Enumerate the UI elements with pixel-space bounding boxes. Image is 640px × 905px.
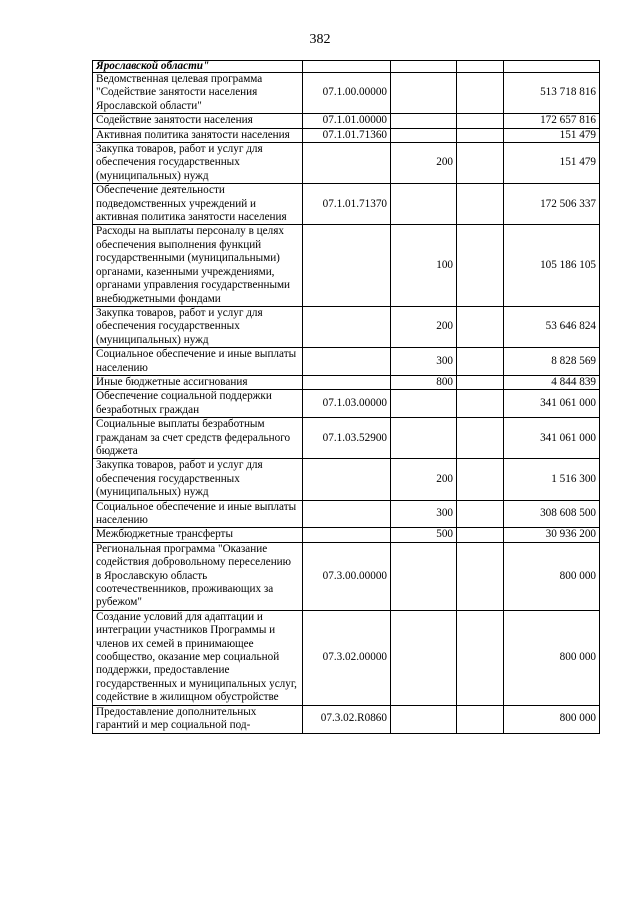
row-empty-cell [457,184,504,225]
row-expense-type [391,184,457,225]
budget-table-body [93,61,600,734]
row-empty-cell [457,375,504,389]
row-name: Ярославской области" [93,61,303,73]
page-number: 382 [309,32,331,47]
table-row [93,375,600,389]
row-empty-cell [457,225,504,306]
row-expense-type [391,128,457,142]
row-sum: 105 186 105 [504,225,600,306]
row-name: Расходы на выплаты персоналу в целях обеспечения выполнения функций государственными (муниципальными) органами, казенными учреждениями, органами управления государственными внебюджетными фондами [93,225,303,306]
row-code [303,459,391,500]
table-row [93,528,600,542]
row-sum: 800 000 [504,610,600,705]
row-sum: 151 479 [504,128,600,142]
row-code: 07.3.02.00000 [303,610,391,705]
row-name: Ведомственная целевая программа "Содействие занятости населения Ярославской области" [93,73,303,114]
row-sum: 151 479 [504,143,600,184]
row-empty-cell [457,705,504,733]
row-code: 07.1.03.52900 [303,418,391,459]
row-name: Региональная программа "Оказание содействия добровольному переселению в Ярославскую область соотечественников, проживающих за рубежом" [93,542,303,610]
row-sum: 172 506 337 [504,184,600,225]
table-row [93,500,600,528]
row-expense-type [391,390,457,418]
row-name: Закупка товаров, работ и услуг для обеспечения государственных (муниципальных) нужд [93,306,303,347]
row-empty-cell [457,143,504,184]
table-row [93,143,600,184]
table-row [93,390,600,418]
row-empty-cell [457,306,504,347]
row-expense-type [391,114,457,128]
row-empty-cell [457,418,504,459]
row-expense-type [391,418,457,459]
row-code: 07.3.02.R0860 [303,705,391,733]
row-empty-cell [457,73,504,114]
row-empty-cell [457,500,504,528]
row-expense-type: 100 [391,225,457,306]
row-sum: 341 061 000 [504,390,600,418]
row-code [303,528,391,542]
row-sum: 8 828 569 [504,348,600,376]
table-row [93,73,600,114]
row-name: Обеспечение деятельности подведомственных учреждений и активная политика занятости населения [93,184,303,225]
row-name: Социальное обеспечение и иные выплаты населению [93,348,303,376]
row-empty-cell [457,528,504,542]
row-code [303,375,391,389]
row-expense-type: 800 [391,375,457,389]
table-row [93,225,600,306]
row-code [303,348,391,376]
table-row [93,348,600,376]
table-row [93,542,600,610]
row-sum: 1 516 300 [504,459,600,500]
row-code: 07.1.03.00000 [303,390,391,418]
row-name: Создание условий для адаптации и интеграции участников Программы и членов их семей в принимающее сообщество, оказание мер социальной поддержки, предоставление государственных и муниципальных услуг, содействие в жилищном обустройстве [93,610,303,705]
row-sum: 308 608 500 [504,500,600,528]
row-expense-type: 500 [391,528,457,542]
budget-table [92,60,600,734]
table-row [93,306,600,347]
row-code: 07.1.01.71370 [303,184,391,225]
table-row [93,705,600,733]
table-row [93,61,600,73]
row-sum: 30 936 200 [504,528,600,542]
row-expense-type: 200 [391,143,457,184]
row-expense-type [391,705,457,733]
row-sum: 4 844 839 [504,375,600,389]
row-empty-cell [457,348,504,376]
row-empty-cell [457,128,504,142]
row-expense-type [391,73,457,114]
row-sum: 513 718 816 [504,73,600,114]
row-sum: 800 000 [504,705,600,733]
row-name: Иные бюджетные ассигнования [93,375,303,389]
row-empty-cell [457,390,504,418]
row-expense-type [391,610,457,705]
row-empty-cell [457,61,504,73]
row-name: Предоставление дополнительных гарантий и мер социальной под- [93,705,303,733]
row-name: Закупка товаров, работ и услуг для обеспечения государственных (муниципальных) нужд [93,459,303,500]
row-name: Социальное обеспечение и иные выплаты населению [93,500,303,528]
row-expense-type [391,542,457,610]
row-expense-type: 300 [391,500,457,528]
row-code: 07.1.01.00000 [303,114,391,128]
row-code [303,306,391,347]
row-name: Закупка товаров, работ и услуг для обеспечения государственных (муниципальных) нужд [93,143,303,184]
row-code: 07.1.00.00000 [303,73,391,114]
row-sum: 53 646 824 [504,306,600,347]
row-code [303,225,391,306]
table-row [93,128,600,142]
row-name: Межбюджетные трансферты [93,528,303,542]
row-expense-type [391,61,457,73]
row-expense-type: 300 [391,348,457,376]
row-empty-cell [457,459,504,500]
table-row [93,184,600,225]
table-row [93,418,600,459]
table-row [93,114,600,128]
row-sum: 341 061 000 [504,418,600,459]
table-row [93,610,600,705]
row-sum [504,61,600,73]
row-name: Обеспечение социальной поддержки безработных граждан [93,390,303,418]
row-expense-type: 200 [391,459,457,500]
row-name: Активная политика занятости населения [93,128,303,142]
row-sum: 172 657 816 [504,114,600,128]
row-code [303,143,391,184]
row-name: Социальные выплаты безработным гражданам за счет средств федерального бюджета [93,418,303,459]
row-empty-cell [457,610,504,705]
row-code: 07.1.01.71360 [303,128,391,142]
row-code [303,61,391,73]
row-sum: 800 000 [504,542,600,610]
row-code: 07.3.00.00000 [303,542,391,610]
row-empty-cell [457,114,504,128]
table-row [93,459,600,500]
row-code [303,500,391,528]
row-empty-cell [457,542,504,610]
row-name: Содействие занятости населения [93,114,303,128]
row-expense-type: 200 [391,306,457,347]
